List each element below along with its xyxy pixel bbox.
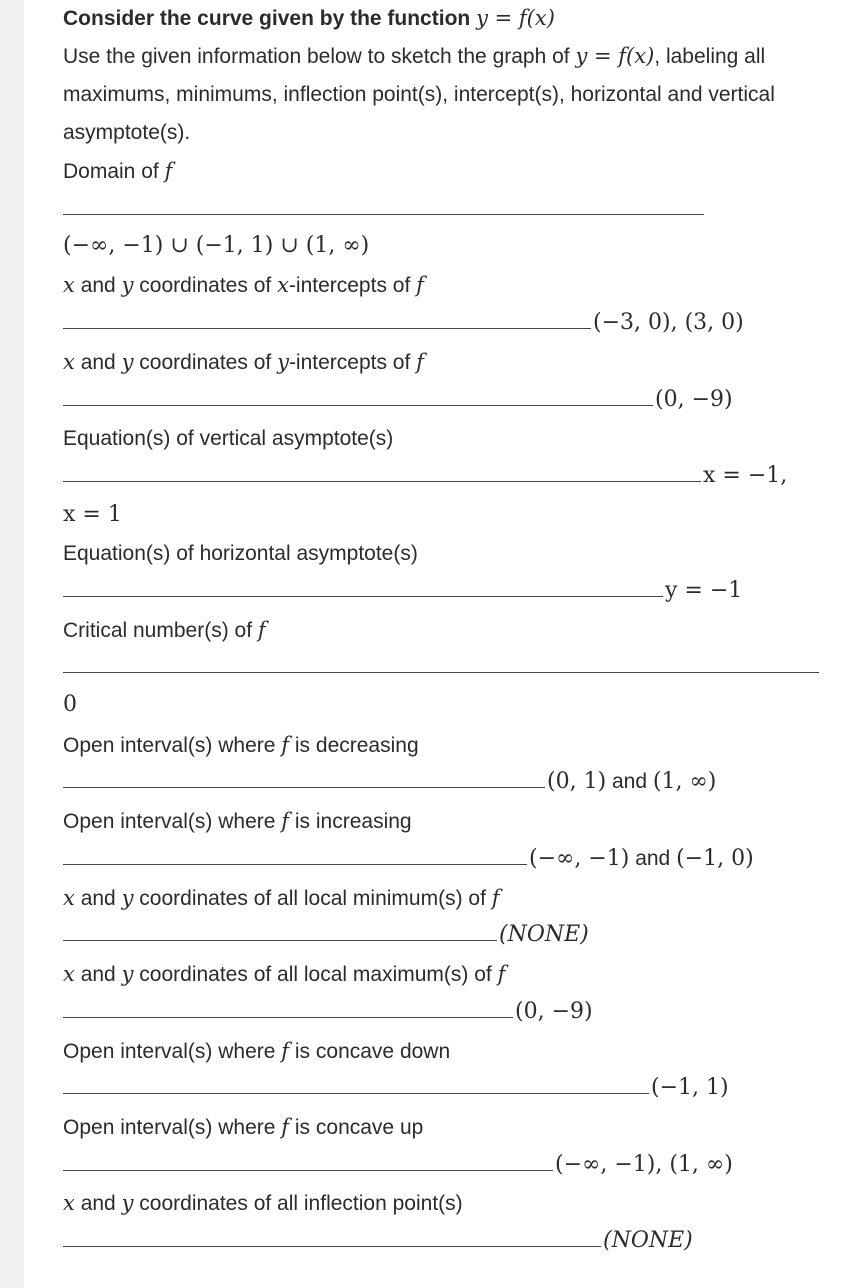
domain-label-math: f	[164, 159, 173, 183]
var-f: f	[416, 273, 424, 297]
x-intercepts-label	[63, 272, 424, 299]
var-y: y	[121, 1191, 134, 1215]
label-text: Open interval(s) where	[63, 810, 276, 833]
domain-answer-line[interactable]	[63, 196, 706, 222]
increasing-answer-line[interactable]	[63, 846, 754, 872]
var-intercept: x	[277, 273, 289, 297]
decreasing-answer-b: (1, ∞)	[652, 769, 717, 794]
local-min-answer-line[interactable]	[63, 922, 589, 948]
horizontal-asymptotes-answer-line[interactable]	[63, 578, 742, 604]
word-and: and	[80, 963, 116, 986]
var-f: f	[257, 618, 266, 642]
local-max-answer-line[interactable]	[63, 999, 593, 1025]
decreasing-answer-a: (0, 1)	[547, 769, 607, 794]
instructions-text: Use the given information below to sketch the graph of	[63, 45, 570, 68]
domain-answer: (−∞, −1) ∪ (−1, 1) ∪ (1, ∞)	[63, 233, 370, 258]
var-f: f	[497, 962, 506, 986]
label-text: Open interval(s) where	[63, 1116, 276, 1139]
x-intercepts-answer: (−3, 0), (3, 0)	[593, 310, 744, 335]
critical-numbers-answer-line[interactable]	[63, 654, 821, 680]
word-and: and	[612, 770, 648, 793]
var-y: y	[121, 273, 134, 297]
label-text: coordinates of all local minimum(s) of	[139, 887, 486, 910]
var-f: f	[281, 1039, 290, 1063]
y-intercepts-answer-line[interactable]	[63, 387, 733, 413]
word-and: and	[80, 1192, 116, 1215]
var-intercept: y	[277, 350, 289, 374]
vertical-asymptotes-answer-line[interactable]	[63, 463, 787, 489]
inflection-blank[interactable]	[63, 1245, 601, 1247]
var-x: x	[63, 962, 75, 986]
label-mid: coordinates of	[139, 274, 272, 297]
problem-title	[63, 5, 555, 32]
y-intercepts-answer: (0, −9)	[655, 387, 733, 412]
critical-numbers-answer: 0	[63, 692, 77, 717]
horizontal-asymptotes-label: Equation(s) of horizontal asymptote(s)	[63, 542, 418, 565]
instructions-math: y = f(x)	[575, 44, 655, 68]
title-text: Consider the curve given by the function	[63, 7, 471, 30]
var-x: x	[63, 273, 75, 297]
concave-up-answer: (−∞, −1), (1, ∞)	[555, 1152, 733, 1177]
critical-label-text: Critical number(s) of	[63, 619, 253, 642]
word-and: and	[80, 887, 116, 910]
local-max-answer: (0, −9)	[515, 999, 593, 1024]
var-f: f	[281, 809, 290, 833]
domain-label	[63, 158, 172, 185]
concave-up-answer-line[interactable]	[63, 1152, 733, 1178]
label-text: coordinates of all local maximum(s) of	[139, 963, 492, 986]
concave-down-label	[63, 1038, 450, 1065]
var-y: y	[121, 886, 134, 910]
instructions-line-2	[63, 82, 775, 108]
instructions-text-3: asymptote(s).	[63, 121, 191, 144]
vertical-asymptotes-blank[interactable]	[63, 480, 701, 482]
instructions-text-2: maximums, minimums, inflection point(s), intercept(s), horizontal and vertical	[63, 83, 775, 106]
domain-label-text: Domain of	[63, 160, 159, 183]
label-mid: coordinates of	[139, 351, 272, 374]
x-intercepts-blank[interactable]	[63, 327, 591, 329]
concave-up-label	[63, 1114, 423, 1141]
increasing-answer-a: (−∞, −1)	[529, 846, 630, 871]
word-and: and	[80, 274, 116, 297]
horizontal-asymptote-answer: y = −1	[665, 578, 743, 603]
critical-numbers-blank[interactable]	[63, 671, 819, 673]
local-min-answer: (NONE)	[499, 922, 589, 947]
label-text: Open interval(s) where	[63, 734, 276, 757]
inflection-label	[63, 1190, 463, 1217]
vertical-asymptote-answer-2: x = 1	[63, 502, 122, 527]
label-text: Open interval(s) where	[63, 1040, 276, 1063]
worksheet-page	[24, 0, 859, 1288]
label-text-tail: is increasing	[294, 810, 412, 833]
label-text-tail: is concave down	[294, 1040, 451, 1063]
var-x: x	[63, 350, 75, 374]
critical-numbers-label	[63, 617, 266, 644]
decreasing-blank[interactable]	[63, 786, 545, 788]
local-max-blank[interactable]	[63, 1016, 513, 1018]
var-f: f	[281, 1115, 290, 1139]
var-f: f	[281, 733, 290, 757]
label-text: coordinates of all inflection point(s)	[139, 1192, 463, 1215]
instructions-text-tail: , labeling all	[654, 45, 766, 68]
inflection-answer-line[interactable]	[63, 1228, 693, 1254]
local-min-blank[interactable]	[63, 939, 497, 941]
local-min-label	[63, 885, 500, 912]
decreasing-answer-line[interactable]	[63, 769, 716, 795]
label-text-tail: is decreasing	[294, 734, 419, 757]
var-x: x	[63, 1191, 75, 1215]
label-tail: -intercepts of	[288, 351, 411, 374]
concave-down-answer-line[interactable]	[63, 1075, 729, 1101]
instructions-line-1	[63, 43, 765, 70]
vertical-asymptote-answer-1: x = −1,	[703, 463, 788, 488]
var-y: y	[121, 350, 134, 374]
label-tail: -intercepts of	[288, 274, 411, 297]
horizontal-asymptotes-blank[interactable]	[63, 595, 663, 597]
vertical-asymptotes-label: Equation(s) of vertical asymptote(s)	[63, 427, 394, 450]
y-intercepts-label	[63, 349, 424, 376]
word-and: and	[80, 351, 116, 374]
concave-up-blank[interactable]	[63, 1169, 553, 1171]
var-f: f	[491, 886, 500, 910]
concave-down-blank[interactable]	[63, 1092, 649, 1094]
domain-blank[interactable]	[63, 213, 704, 215]
var-y: y	[121, 962, 134, 986]
concave-down-answer: (−1, 1)	[651, 1075, 729, 1100]
y-intercepts-blank[interactable]	[63, 404, 653, 406]
label-text-tail: is concave up	[294, 1116, 424, 1139]
increasing-blank[interactable]	[63, 863, 527, 865]
inflection-answer: (NONE)	[603, 1228, 693, 1253]
word-and: and	[635, 847, 671, 870]
decreasing-label	[63, 732, 419, 759]
x-intercepts-answer-line[interactable]	[63, 310, 744, 336]
var-f: f	[416, 350, 424, 374]
instructions-line-3	[63, 120, 190, 146]
title-math: y = f(x)	[476, 6, 555, 30]
var-x: x	[63, 886, 75, 910]
local-max-label	[63, 961, 505, 988]
increasing-answer-b: (−1, 0)	[676, 846, 754, 871]
increasing-label	[63, 808, 412, 835]
